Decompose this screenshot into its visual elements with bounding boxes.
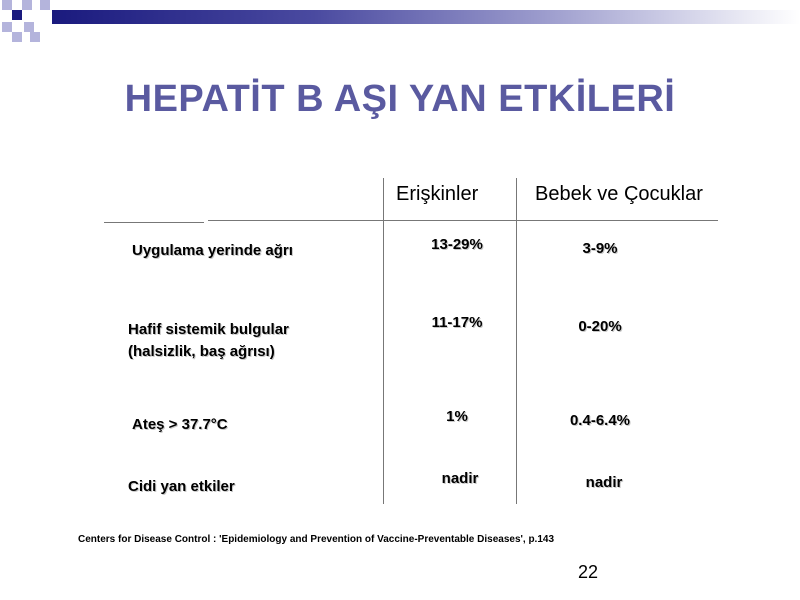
cell-adults-serious: nadir <box>441 470 479 487</box>
decor-square <box>24 22 34 32</box>
table-divider-left <box>104 222 204 223</box>
row-label-fever: Ateş > 37.7°C <box>132 416 228 433</box>
header-gradient-bar <box>52 10 800 24</box>
corner-squares-decoration <box>0 0 60 60</box>
decor-square <box>22 0 32 10</box>
page-number: 22 <box>578 562 599 582</box>
row-label-injection-pain: Uygulama yerinde ağrı <box>132 242 293 259</box>
decor-square <box>40 0 50 10</box>
cell-children-mild-systemic: 0-20% <box>578 318 622 335</box>
cell-adults-fever: 1% <box>446 408 468 425</box>
cell-children-serious: nadir <box>585 474 623 491</box>
column-header-adults: Erişkinler <box>396 183 479 205</box>
decor-square <box>30 32 40 42</box>
decor-square <box>2 0 12 10</box>
decor-square <box>12 10 22 20</box>
row-label-serious-side-effects: Cidi yan etkiler <box>128 478 235 495</box>
cell-children-injection-pain: 3-9% <box>582 240 618 257</box>
column-header-children: Bebek ve Çocuklar <box>535 183 703 205</box>
decor-square <box>12 32 22 42</box>
cell-children-fever: 0.4-6.4% <box>569 412 631 429</box>
row-label-mild-systemic: Hafif sistemik bulgular (halsizlik, baş ağrısı) <box>128 321 289 360</box>
source-citation: Centers for Disease Control : 'Epidemiology and Prevention of Vaccine-Preventable Diseases', p.143 <box>78 534 555 545</box>
table-column-divider-2 <box>516 178 517 504</box>
cell-adults-mild-systemic: 11-17% <box>431 314 483 331</box>
cell-adults-injection-pain: 13-29% <box>431 236 483 253</box>
decor-square <box>2 22 12 32</box>
table-column-divider-1 <box>383 178 384 504</box>
slide-title: HEPATİT B AŞI YAN ETKİLERİ <box>124 78 676 120</box>
table-header-divider <box>208 220 718 221</box>
